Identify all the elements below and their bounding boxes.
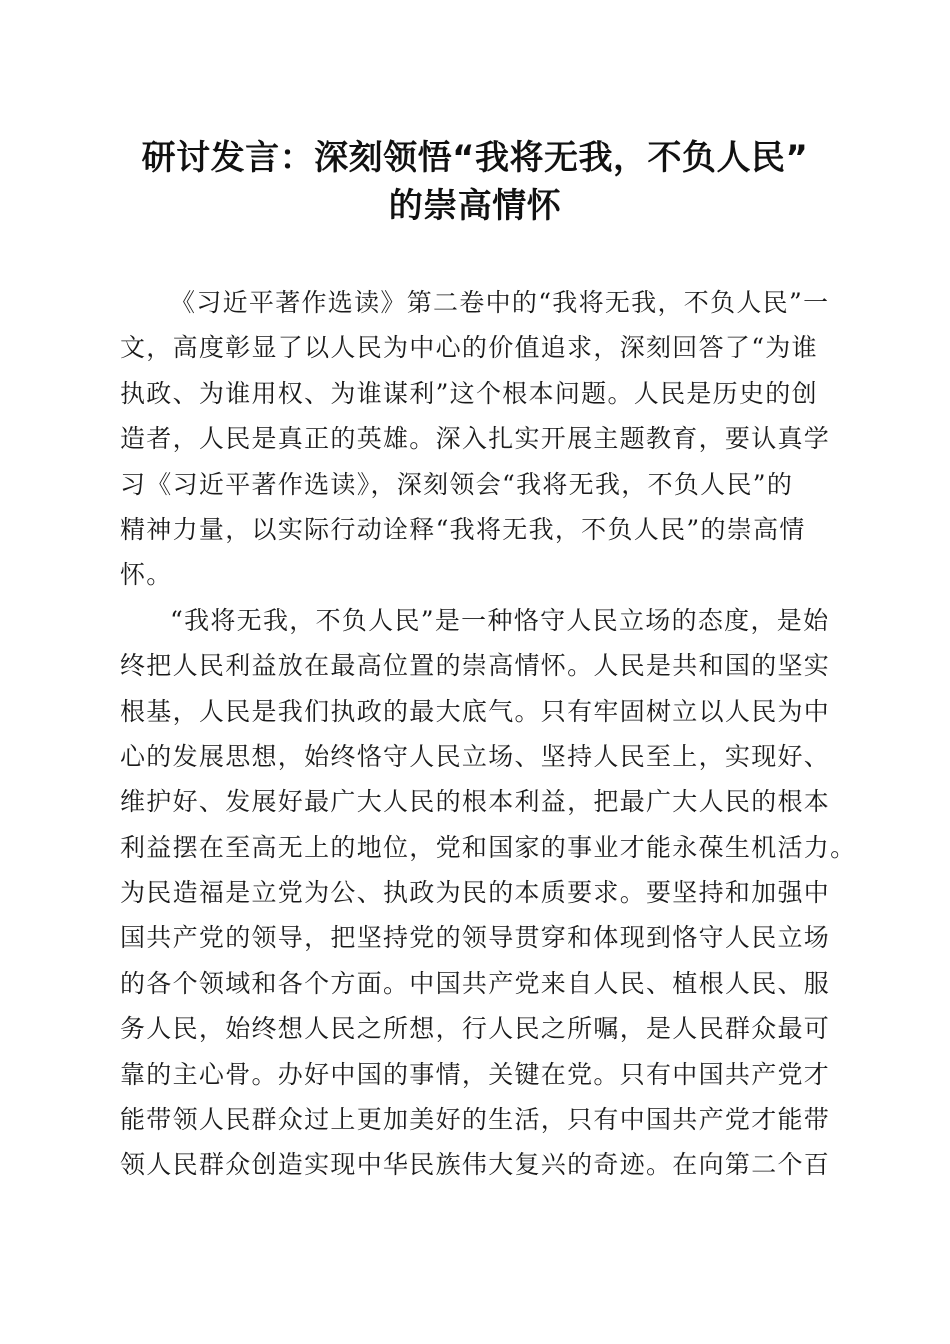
text-line: 的各个领域和各个方面。中国共产党来自人民、植根人民、服 (120, 968, 831, 998)
text-line: 执政、为谁用权、为谁谋利”这个根本问题。人民是历史的创 (120, 378, 818, 408)
text-line: 国共产党的领导，把坚持党的领导贯穿和体现到恪守人民立场 (120, 923, 831, 953)
title-line: 的崇高情怀 (388, 186, 562, 226)
text-line: 为民造福是立党为公、执政为民的本质要求。要坚持和加强中 (120, 878, 831, 908)
text-line: 终把人民利益放在最高位置的崇高情怀。人民是共和国的坚实 (120, 651, 831, 681)
text-line: 能带领人民群众过上更加美好的生活，只有中国共产党才能带 (120, 1105, 831, 1135)
text-line: 靠的主心骨。办好中国的事情，关键在党。只有中国共产党才 (120, 1059, 831, 1089)
text-line: 精神力量，以实际行动诠释“我将无我，不负人民”的崇高情 (120, 514, 806, 544)
text-line: 怀。 (120, 560, 173, 590)
text-line: 造者，人民是真正的英雄。深入扎实开展主题教育，要认真学 (120, 424, 831, 454)
paragraph-1 (120, 280, 835, 598)
text-line: 心的发展思想，始终恪守人民立场、坚持人民至上，实现好、 (120, 741, 831, 771)
document-body (120, 280, 857, 1188)
text-line: 习《习近平著作选读》，深刻领会“我将无我，不负人民”的 (120, 469, 794, 499)
text-line: “我将无我，不负人民”是一种恪守人民立场的态度，是始 (170, 605, 830, 635)
text-line: 根基，人民是我们执政的最大底气。只有牢固树立以人民为中 (120, 696, 831, 726)
document-title (100, 134, 850, 230)
text-line: 领人民群众创造实现中华民族伟大复兴的奇迹。在向第二个百 (120, 1150, 831, 1180)
text-line: 务人民，始终想人民之所想，行人民之所嘱，是人民群众最可 (120, 1014, 831, 1044)
title-line: 研讨发言：深刻领悟“我将无我，不负人民” (141, 138, 809, 178)
text-line: 《习近平著作选读》第二卷中的“我将无我，不负人民”一 (170, 288, 830, 317)
text-line: 文，高度彰显了以人民为中心的价值追求，深刻回答了“为谁 (120, 333, 818, 363)
text-line: 维护好、发展好最广大人民的根本利益，把最广大人民的根本 (120, 787, 831, 817)
text-line: 利益摆在至高无上的地位，党和国家的事业才能永葆生机活力。 (120, 832, 857, 862)
paragraph-2 (120, 598, 857, 1188)
